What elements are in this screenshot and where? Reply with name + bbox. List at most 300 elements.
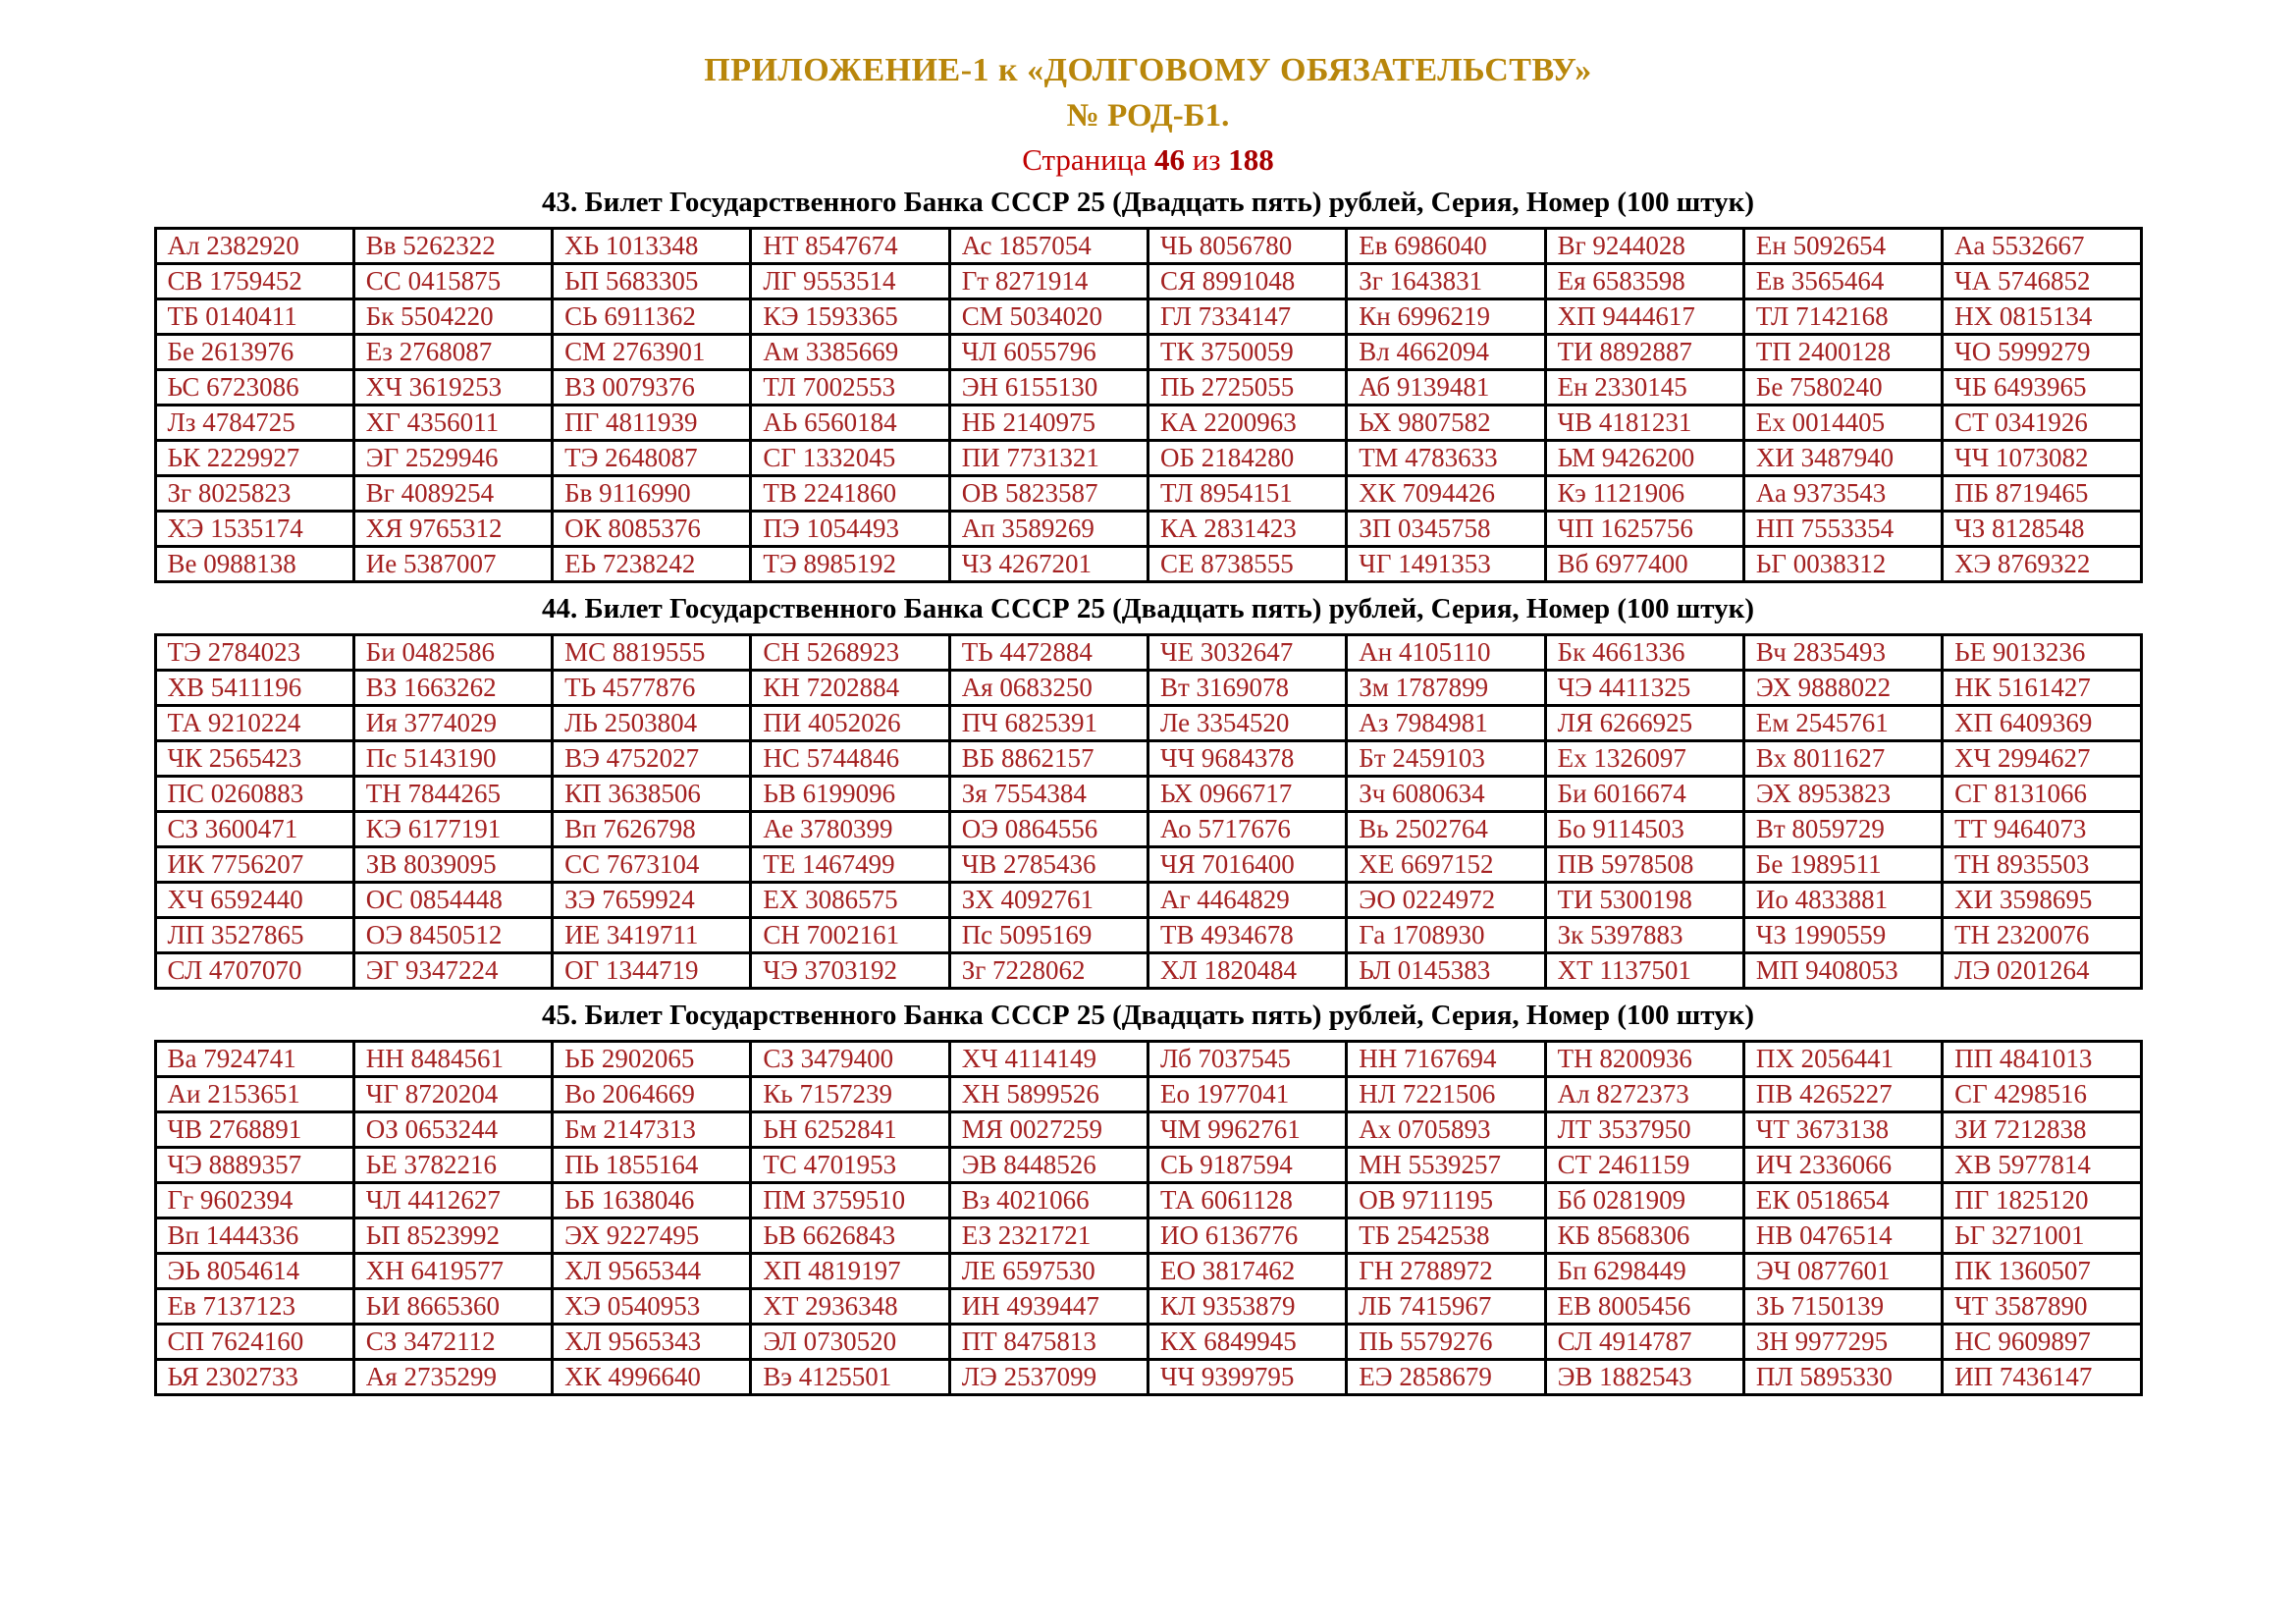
serial-cell: ЬБ 1638046 [553,1183,751,1218]
serial-cell: СН 7002161 [751,918,949,953]
serial-cell: Вп 7626798 [553,812,751,847]
table-row [155,512,2141,547]
table-row [155,1112,2141,1148]
serial-cell: ХП 6409369 [1943,706,2141,741]
serial-cell: ЧЗ 1990559 [1743,918,1942,953]
serial-cell: ЬП 5683305 [553,264,751,299]
serial-cell: ЭХ 9888022 [1743,671,1942,706]
serial-cell: НХ 0815134 [1943,299,2141,335]
serial-cell: Зя 7554384 [949,777,1148,812]
serial-cell: ЭЛ 0730520 [751,1325,949,1360]
serial-cell: СЗ 3472112 [353,1325,552,1360]
serial-cell: Вх 8011627 [1743,741,1942,777]
serial-cell: ЧТ 3587890 [1943,1289,2141,1325]
serial-cell: ЧГ 8720204 [353,1077,552,1112]
serial-cell: ЧК 2565423 [155,741,353,777]
table-row [155,635,2141,671]
serial-cell: ЕЭ 2858679 [1347,1360,1545,1395]
table-row [155,1042,2141,1077]
table-row [155,299,2141,335]
serial-cell: ЧГ 1491353 [1347,547,1545,582]
serial-cell: ТН 8935503 [1943,847,2141,883]
serial-cell: ЛЭ 2537099 [949,1360,1148,1395]
serial-cell: ХЧ 3619253 [353,370,552,406]
serial-cell: ЬХ 9807582 [1347,406,1545,441]
serial-cell: КА 2831423 [1148,512,1346,547]
serial-cell: ЗХ 4092761 [949,883,1148,918]
serial-cell: Ах 0705893 [1347,1112,1545,1148]
serial-cell: КН 7202884 [751,671,949,706]
table-row [155,335,2141,370]
serial-cell: Бб 0281909 [1545,1183,1743,1218]
serial-cell: ЭХ 9227495 [553,1218,751,1254]
serial-cell: СЬ 9187594 [1148,1148,1346,1183]
serial-cell: ЭВ 1882543 [1545,1360,1743,1395]
serial-cell: ХЯ 9765312 [353,512,552,547]
serial-cell: ХВ 5411196 [155,671,353,706]
serial-cell: ЭЧ 0877601 [1743,1254,1942,1289]
serial-cell: ХЧ 2994627 [1943,741,2141,777]
serial-table-45-body [155,1042,2141,1395]
serial-cell: Вт 8059729 [1743,812,1942,847]
serial-cell: Кь 7157239 [751,1077,949,1112]
serial-cell: Зг 7228062 [949,953,1148,989]
serial-cell: ГН 2788972 [1347,1254,1545,1289]
serial-cell: СС 7673104 [553,847,751,883]
serial-cell: МС 8819555 [553,635,751,671]
table-caption-45: 45. Билет Государственного Банка СССР 25 (Двадцать пять) рублей, Серия, Номер (100 штук) [541,1000,1755,1032]
serial-cell: ЕО 3817462 [1148,1254,1346,1289]
serial-cell: Ан 4105110 [1347,635,1545,671]
serial-cell: Ал 2382920 [155,229,353,264]
table-row [155,812,2141,847]
serial-cell: ЗЭ 7659924 [553,883,751,918]
serial-cell: Бе 2613976 [155,335,353,370]
serial-cell: ПХ 2056441 [1743,1042,1942,1077]
serial-cell: ЧВ 2785436 [949,847,1148,883]
serial-cell: ЬГ 0038312 [1743,547,1942,582]
serial-table-45 [154,1040,2143,1396]
serial-cell: ЛТ 3537950 [1545,1112,1743,1148]
serial-cell: СТ 2461159 [1545,1148,1743,1183]
serial-cell: ЧЧ 1073082 [1943,441,2141,476]
serial-cell: КЭ 1593365 [751,299,949,335]
serial-cell: ПГ 4811939 [553,406,751,441]
serial-cell: ОК 8085376 [553,512,751,547]
serial-cell: Бе 7580240 [1743,370,1942,406]
serial-cell: Ва 7924741 [155,1042,353,1077]
serial-cell: ЬХ 0966717 [1148,777,1346,812]
serial-cell: ЕЗ 2321721 [949,1218,1148,1254]
serial-cell: Вт 3169078 [1148,671,1346,706]
serial-cell: Зг 8025823 [155,476,353,512]
serial-cell: ОГ 1344719 [553,953,751,989]
serial-cell: СГ 1332045 [751,441,949,476]
serial-cell: ОВ 9711195 [1347,1183,1545,1218]
serial-cell: Вз 4021066 [949,1183,1148,1218]
serial-cell: ЗИ 7212838 [1943,1112,2141,1148]
serial-cell: ЬВ 6626843 [751,1218,949,1254]
serial-cell: ЭО 0224972 [1347,883,1545,918]
serial-cell: ТМ 4783633 [1347,441,1545,476]
serial-cell: ЗП 0345758 [1347,512,1545,547]
serial-cell: Ая 2735299 [353,1360,552,1395]
table-row [155,1183,2141,1218]
serial-cell: ПИ 7731321 [949,441,1148,476]
serial-cell: СН 5268923 [751,635,949,671]
serial-cell: ЧЛ 6055796 [949,335,1148,370]
serial-cell: ПЬ 2725055 [1148,370,1346,406]
serial-cell: ЬГ 3271001 [1943,1218,2141,1254]
serial-cell: НТ 8547674 [751,229,949,264]
table-row [155,1360,2141,1395]
serial-cell: ТП 2400128 [1743,335,1942,370]
serial-cell: Га 1708930 [1347,918,1545,953]
table-row [155,918,2141,953]
serial-cell: ТА 6061128 [1148,1183,1346,1218]
serial-cell: МП 9408053 [1743,953,1942,989]
serial-cell: КХ 6849945 [1148,1325,1346,1360]
serial-table-44 [154,633,2143,990]
serial-cell: ХЛ 1820484 [1148,953,1346,989]
serial-cell: ВЗ 1663262 [353,671,552,706]
serial-cell: Бо 9114503 [1545,812,1743,847]
page-current: 46 [1153,142,1185,178]
serial-cell: Бв 9116990 [553,476,751,512]
table-row [155,406,2141,441]
serial-cell: ЕХ 3086575 [751,883,949,918]
serial-cell: ЛЯ 6266925 [1545,706,1743,741]
serial-cell: ГЛ 7334147 [1148,299,1346,335]
serial-cell: ХП 4819197 [751,1254,949,1289]
serial-cell: Ех 1326097 [1545,741,1743,777]
serial-cell: ПГ 1825120 [1943,1183,2141,1218]
serial-cell: ЭХ 8953823 [1743,777,1942,812]
serial-cell: ЬЯ 2302733 [155,1360,353,1395]
serial-cell: Ие 5387007 [353,547,552,582]
serial-cell: ЛЬ 2503804 [553,706,751,741]
serial-cell: ХН 5899526 [949,1077,1148,1112]
serial-cell: Ен 5092654 [1743,229,1942,264]
serial-cell: АЬ 6560184 [751,406,949,441]
serial-cell: ЧТ 3673138 [1743,1112,1942,1148]
serial-cell: ЧЧ 9399795 [1148,1360,1346,1395]
serial-cell: ОЗ 0653244 [353,1112,552,1148]
serial-cell: ЧО 5999279 [1943,335,2141,370]
serial-cell: Гт 8271914 [949,264,1148,299]
serial-cell: ЬК 2229927 [155,441,353,476]
serial-cell: ИК 7756207 [155,847,353,883]
serial-cell: Бм 2147313 [553,1112,751,1148]
document-number: № РОД-Б1. [1066,98,1230,135]
serial-cell: ЬЕ 9013236 [1943,635,2141,671]
serial-cell: СМ 2763901 [553,335,751,370]
serial-cell: ХВ 5977814 [1943,1148,2141,1183]
serial-cell: ТИ 5300198 [1545,883,1743,918]
serial-cell: Вг 9244028 [1545,229,1743,264]
serial-cell: ХЛ 9565344 [553,1254,751,1289]
table-row [155,953,2141,989]
serial-cell: Ев 6986040 [1347,229,1545,264]
serial-cell: Зч 6080634 [1347,777,1545,812]
serial-cell: ПЬ 1855164 [553,1148,751,1183]
serial-cell: Ех 0014405 [1743,406,1942,441]
serial-cell: ПК 1360507 [1943,1254,2141,1289]
serial-cell: Ез 2768087 [353,335,552,370]
serial-cell: ТЭ 2648087 [553,441,751,476]
serial-cell: ТС 4701953 [751,1148,949,1183]
table-row [155,671,2141,706]
serial-cell: Вв 5262322 [353,229,552,264]
serial-cell: ИП 7436147 [1943,1360,2141,1395]
serial-cell: ТК 3750059 [1148,335,1346,370]
serial-cell: Би 0482586 [353,635,552,671]
serial-cell: ЕК 0518654 [1743,1183,1942,1218]
serial-cell: ЬИ 8665360 [353,1289,552,1325]
serial-cell: ЕЬ 7238242 [553,547,751,582]
table-row [155,1325,2141,1360]
serial-cell: НБ 2140975 [949,406,1148,441]
serial-cell: ХЭ 0540953 [553,1289,751,1325]
serial-cell: ЬЕ 3782216 [353,1148,552,1183]
serial-cell: Ас 1857054 [949,229,1148,264]
serial-cell: Би 6016674 [1545,777,1743,812]
serial-cell: ТН 8200936 [1545,1042,1743,1077]
serial-cell: Ае 3780399 [751,812,949,847]
serial-cell: ЬЛ 0145383 [1347,953,1545,989]
serial-cell: Ея 6583598 [1545,264,1743,299]
serial-cell: ХИ 3598695 [1943,883,2141,918]
serial-cell: Зм 1787899 [1347,671,1545,706]
serial-cell: ЬБ 2902065 [553,1042,751,1077]
serial-cell: НН 7167694 [1347,1042,1545,1077]
serial-cell: СЯ 8991048 [1148,264,1346,299]
serial-cell: ХП 9444617 [1545,299,1743,335]
serial-cell: ХГ 4356011 [353,406,552,441]
serial-cell: СЛ 4707070 [155,953,353,989]
serial-cell: ПП 4841013 [1943,1042,2141,1077]
serial-cell: ИЧ 2336066 [1743,1148,1942,1183]
serial-cell: Ия 3774029 [353,706,552,741]
serial-cell: Ам 3385669 [751,335,949,370]
serial-cell: ЭВ 8448526 [949,1148,1148,1183]
serial-cell: ЭЬ 8054614 [155,1254,353,1289]
table-row [155,1077,2141,1112]
serial-cell: ЧЭ 4411325 [1545,671,1743,706]
serial-cell: Вл 4662094 [1347,335,1545,370]
serial-cell: ТЭ 2784023 [155,635,353,671]
serial-cell: КА 2200963 [1148,406,1346,441]
serial-cell: ЬС 6723086 [155,370,353,406]
serial-cell: ХЭ 8769322 [1943,547,2141,582]
serial-cell: ТБ 0140411 [155,299,353,335]
serial-cell: ПЛ 5895330 [1743,1360,1942,1395]
serial-cell: ПЭ 1054493 [751,512,949,547]
serial-cell: Кэ 1121906 [1545,476,1743,512]
serial-cell: ХЧ 4114149 [949,1042,1148,1077]
serial-table-43-body [155,229,2141,582]
serial-cell: ЧЕ 3032647 [1148,635,1346,671]
serial-cell: СТ 0341926 [1943,406,2141,441]
serial-cell: НВ 0476514 [1743,1218,1942,1254]
serial-cell: ТЛ 7002553 [751,370,949,406]
serial-cell: ХЭ 1535174 [155,512,353,547]
serial-cell: ХЧ 6592440 [155,883,353,918]
serial-cell: Ао 5717676 [1148,812,1346,847]
serial-cell: Вп 1444336 [155,1218,353,1254]
serial-cell: ЛЭ 0201264 [1943,953,2141,989]
serial-cell: ЧЯ 7016400 [1148,847,1346,883]
serial-cell: СЬ 6911362 [553,299,751,335]
serial-cell: ТТ 9464073 [1943,812,2141,847]
serial-cell: ПЧ 6825391 [949,706,1148,741]
serial-cell: Аг 4464829 [1148,883,1346,918]
serial-cell: ЧЭ 3703192 [751,953,949,989]
serial-cell: Аб 9139481 [1347,370,1545,406]
table-caption-43: 43. Билет Государственного Банка СССР 25 (Двадцать пять) рублей, Серия, Номер (100 штук) [541,187,1755,219]
serial-cell: Пс 5143190 [353,741,552,777]
serial-cell: ЬМ 9426200 [1545,441,1743,476]
serial-cell: Ая 0683250 [949,671,1148,706]
serial-cell: Вг 4089254 [353,476,552,512]
serial-cell: ЧЬ 8056780 [1148,229,1346,264]
serial-cell: ТИ 8892887 [1545,335,1743,370]
serial-cell: ЧЗ 4267201 [949,547,1148,582]
serial-cell: ТН 7844265 [353,777,552,812]
serial-cell: ЛЕ 6597530 [949,1254,1148,1289]
serial-cell: Ев 7137123 [155,1289,353,1325]
table-row [155,370,2141,406]
serial-cell: Кн 6996219 [1347,299,1545,335]
serial-cell: ТЛ 8954151 [1148,476,1346,512]
table-caption-44: 44. Билет Государственного Банка СССР 25 (Двадцать пять) рублей, Серия, Номер (100 штук) [541,593,1755,625]
serial-cell: КЛ 9353879 [1148,1289,1346,1325]
serial-cell: ПЬ 5579276 [1347,1325,1545,1360]
serial-cell: Бк 4661336 [1545,635,1743,671]
serial-table-44-body [155,635,2141,989]
serial-cell: ПТ 8475813 [949,1325,1148,1360]
table-row [155,441,2141,476]
serial-cell: Бп 6298449 [1545,1254,1743,1289]
serial-cell: Ле 3354520 [1148,706,1346,741]
table-row [155,706,2141,741]
serial-cell: НС 9609897 [1943,1325,2141,1360]
serial-cell: МН 5539257 [1347,1148,1545,1183]
serial-cell: Ев 3565464 [1743,264,1942,299]
serial-cell: ЗВ 8039095 [353,847,552,883]
serial-cell: ОЭ 8450512 [353,918,552,953]
serial-cell: ЧБ 6493965 [1943,370,2141,406]
serial-cell: ОВ 5823587 [949,476,1148,512]
serial-cell: ЛП 3527865 [155,918,353,953]
serial-cell: Ео 1977041 [1148,1077,1346,1112]
serial-cell: Ио 4833881 [1743,883,1942,918]
serial-cell: ЧМ 9962761 [1148,1112,1346,1148]
serial-cell: ТВ 4934678 [1148,918,1346,953]
serial-cell: Аз 7984981 [1347,706,1545,741]
serial-cell: ТЬ 4577876 [553,671,751,706]
serial-cell: ЧЭ 8889357 [155,1148,353,1183]
page-indicator-prefix: Страница [1022,142,1148,178]
serial-cell: СЗ 3600471 [155,812,353,847]
serial-cell: ХН 6419577 [353,1254,552,1289]
serial-cell: ХК 4996640 [553,1360,751,1395]
serial-cell: СС 0415875 [353,264,552,299]
table-row [155,264,2141,299]
serial-cell: Ве 0988138 [155,547,353,582]
serial-cell: ПИ 4052026 [751,706,949,741]
serial-cell: Ап 3589269 [949,512,1148,547]
table-row [155,1218,2141,1254]
serial-cell: СЛ 4914787 [1545,1325,1743,1360]
serial-cell: ИО 6136776 [1148,1218,1346,1254]
serial-cell: ПВ 4265227 [1743,1077,1942,1112]
serial-cell: НС 5744846 [751,741,949,777]
serial-cell: Во 2064669 [553,1077,751,1112]
serial-cell: Аа 9373543 [1743,476,1942,512]
serial-cell: ТН 2320076 [1943,918,2141,953]
serial-cell: ЕВ 8005456 [1545,1289,1743,1325]
serial-cell: ЧВ 2768891 [155,1112,353,1148]
serial-cell: СВ 1759452 [155,264,353,299]
serial-cell: СЕ 8738555 [1148,547,1346,582]
serial-cell: ЧЛ 4412627 [353,1183,552,1218]
serial-cell: КБ 8568306 [1545,1218,1743,1254]
serial-cell: Аа 5532667 [1943,229,2141,264]
serial-cell: ВЭ 4752027 [553,741,751,777]
serial-cell: СГ 4298516 [1943,1077,2141,1112]
serial-cell: СЗ 3479400 [751,1042,949,1077]
serial-cell: Зг 1643831 [1347,264,1545,299]
serial-cell: Ен 2330145 [1545,370,1743,406]
serial-cell: Пс 5095169 [949,918,1148,953]
serial-table-43 [154,227,2143,583]
serial-cell: ВЗ 0079376 [553,370,751,406]
serial-cell: ПВ 5978508 [1545,847,1743,883]
serial-cell: ЗЬ 7150139 [1743,1289,1942,1325]
table-row [155,1148,2141,1183]
serial-cell: ЬН 6252841 [751,1112,949,1148]
serial-cell: ЬП 8523992 [353,1218,552,1254]
serial-cell: ЭГ 2529946 [353,441,552,476]
serial-cell: МЯ 0027259 [949,1112,1148,1148]
table-row [155,883,2141,918]
serial-cell: Гг 9602394 [155,1183,353,1218]
serial-cell: ТЛ 7142168 [1743,299,1942,335]
serial-cell: ИН 4939447 [949,1289,1148,1325]
appendix-title: ПРИЛОЖЕНИЕ-1 к «ДОЛГОВОМУ ОБЯЗАТЕЛЬСТВУ» [704,52,1592,88]
serial-cell: ЧЧ 9684378 [1148,741,1346,777]
serial-cell: ХК 7094426 [1347,476,1545,512]
serial-cell: ТЭ 8985192 [751,547,949,582]
page-indicator-separator: из [1192,142,1221,178]
serial-cell: ТЕ 1467499 [751,847,949,883]
serial-cell: Вб 6977400 [1545,547,1743,582]
serial-cell: ХЕ 6697152 [1347,847,1545,883]
serial-cell: ЛБ 7415967 [1347,1289,1545,1325]
serial-cell: ЧВ 4181231 [1545,406,1743,441]
serial-cell: НН 8484561 [353,1042,552,1077]
serial-cell: ОС 0854448 [353,883,552,918]
page-total: 188 [1228,142,1274,178]
document-header [0,51,2296,177]
table-row [155,547,2141,582]
serial-cell: ЗН 9977295 [1743,1325,1942,1360]
serial-cell: ХТ 1137501 [1545,953,1743,989]
serial-cell: ЛГ 9553514 [751,264,949,299]
serial-cell: ОЭ 0864556 [949,812,1148,847]
serial-cell: ХЛ 9565343 [553,1325,751,1360]
